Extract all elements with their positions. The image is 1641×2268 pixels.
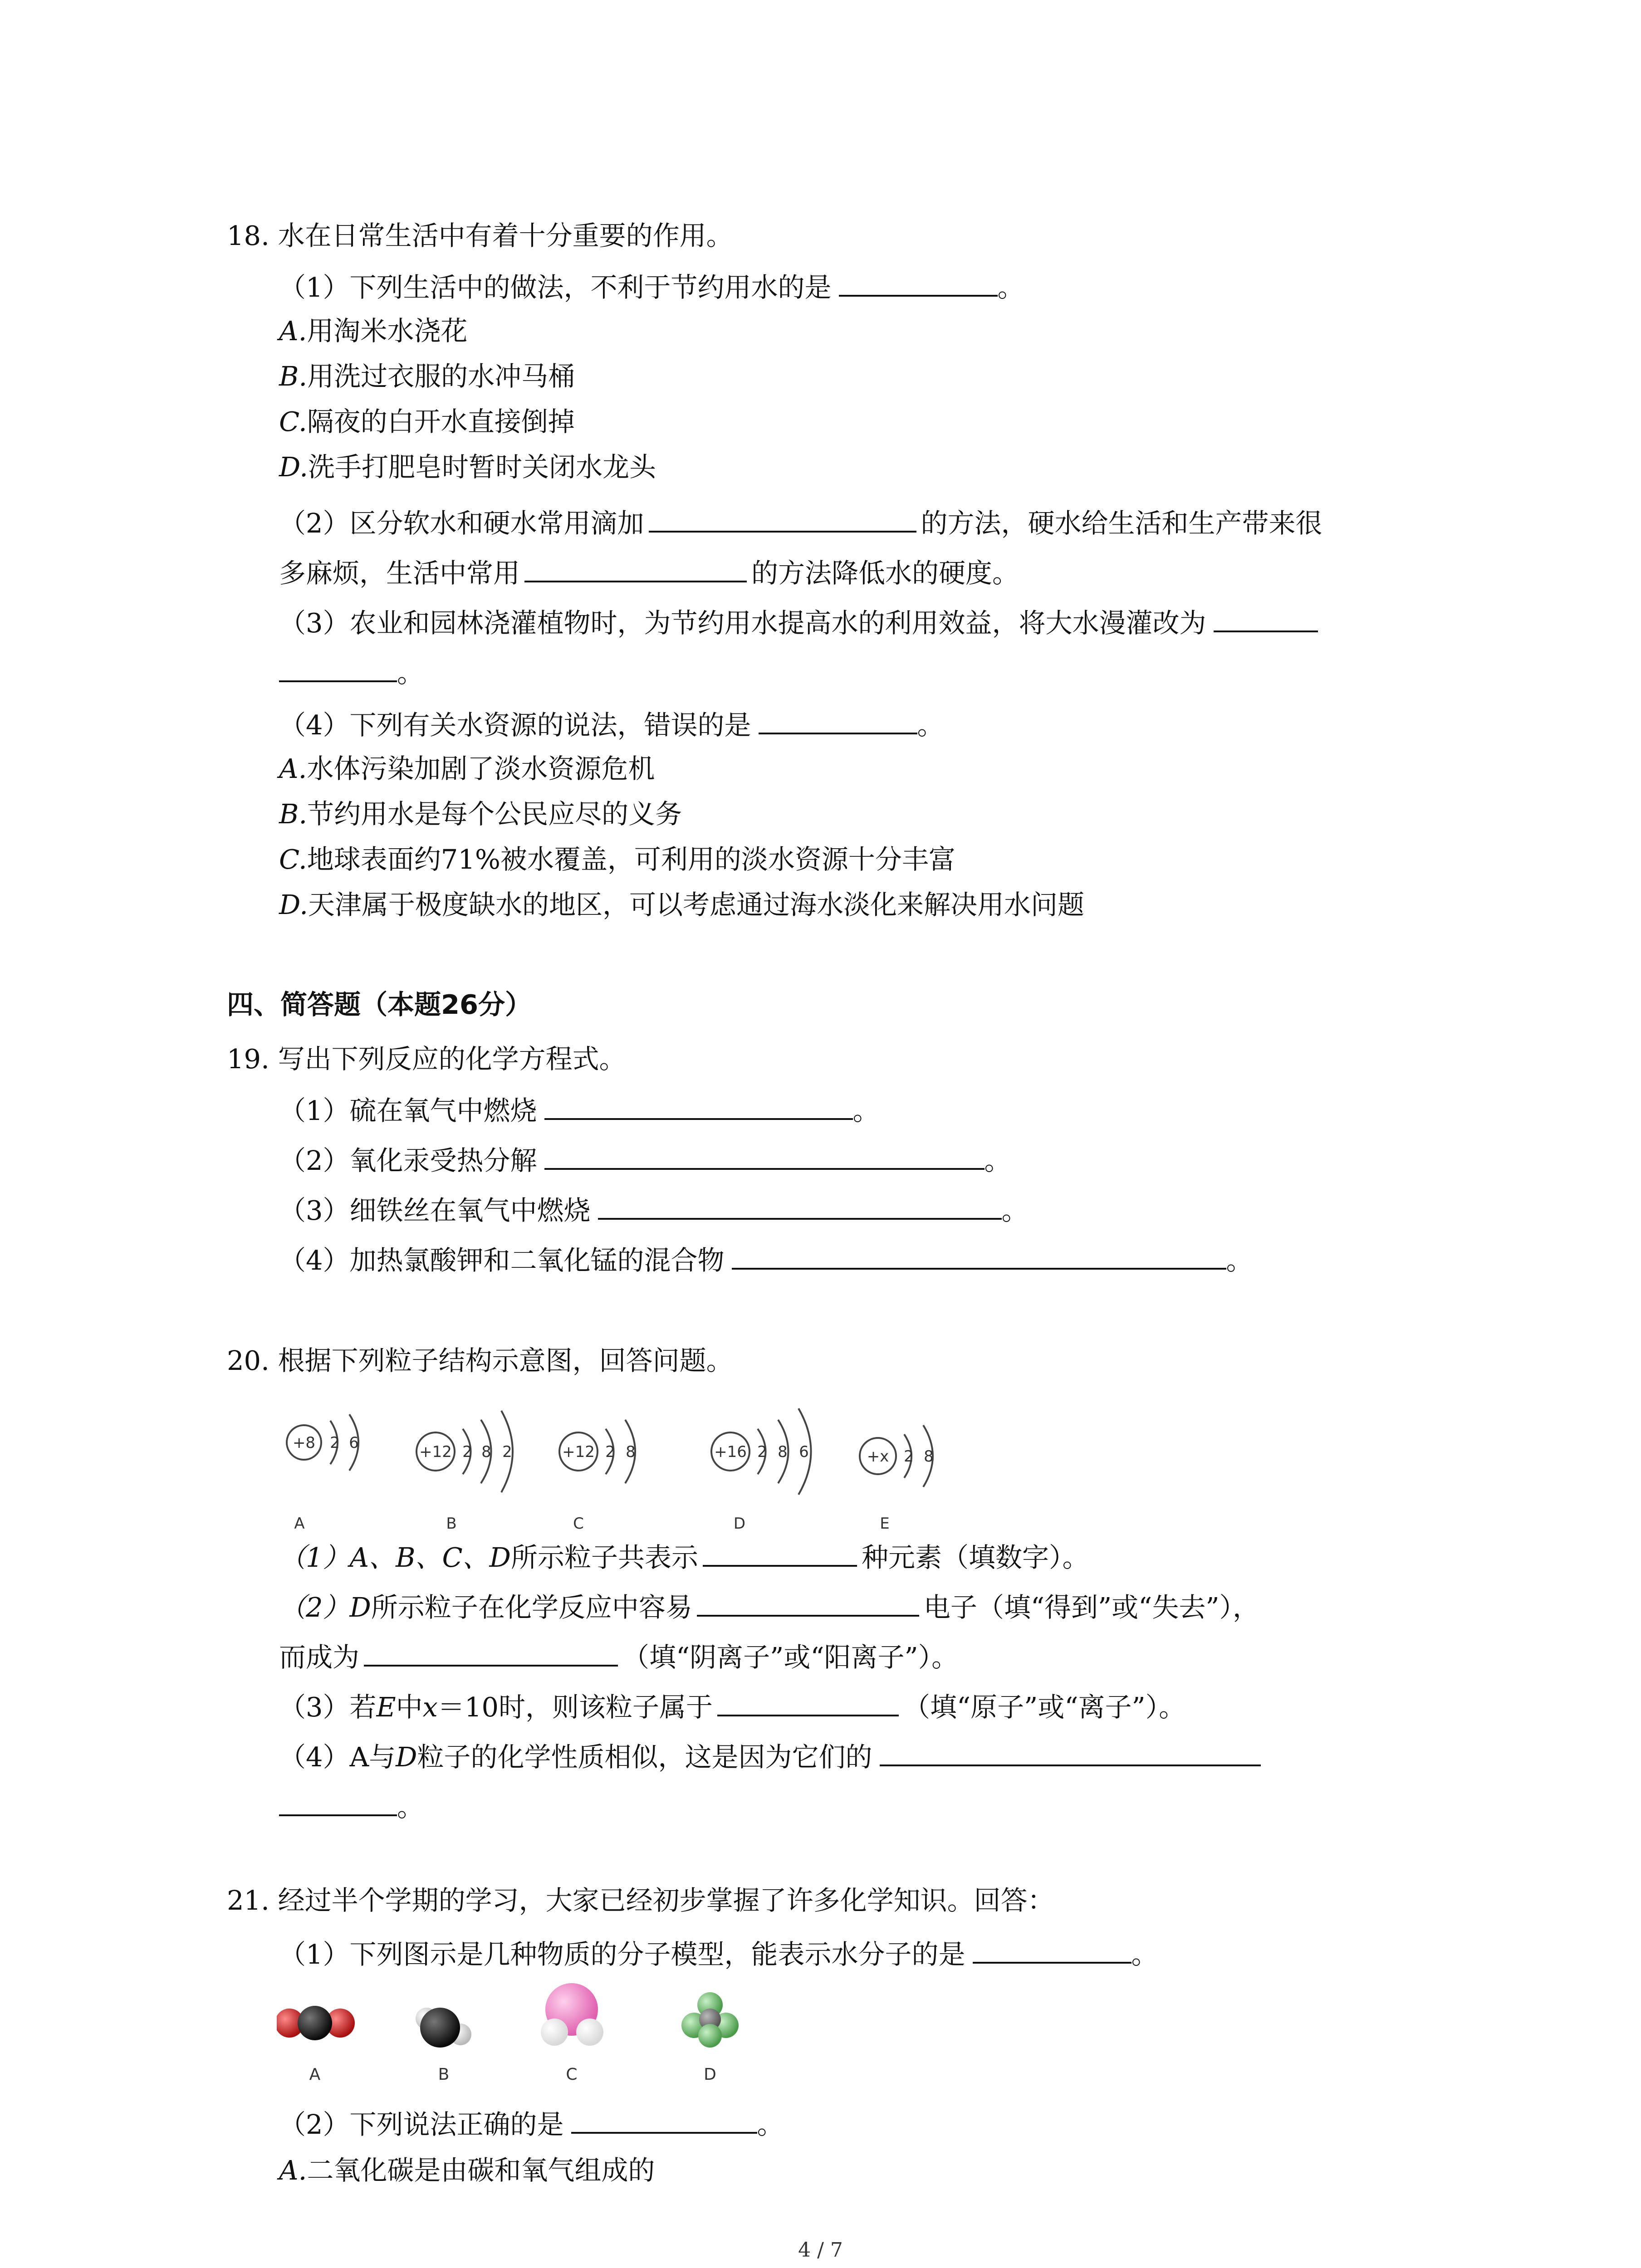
answer-blank[interactable] (598, 1191, 1002, 1220)
q18-option-a: A.用淘米水浇花 (279, 315, 468, 347)
answer-blank[interactable] (524, 553, 747, 582)
q18-p4-option-a: A.水体污染加剧了淡水资源危机 (279, 753, 655, 784)
q18-p4-option-d: D.天津属于极度缺水的地区，可以考虑通过海水淡化来解决用水问题 (279, 889, 1084, 920)
diagram-label: A (294, 1515, 305, 1533)
nucleus-label: +12 (419, 1443, 452, 1461)
q18-p2-line2: 多麻烦，生活中常用 的方法降低水的硬度。 (279, 553, 1019, 591)
answer-blank[interactable] (759, 705, 917, 734)
q18-p1-text: （1）下列生活中的做法，不利于节约用水的是 (279, 272, 832, 303)
answer-blank[interactable] (732, 1241, 1226, 1270)
q18-option-c: C.隔夜的白开水直接倒掉 (279, 406, 575, 437)
nucleus-label: +16 (714, 1443, 747, 1461)
q18-p2-line1: （2）区分软水和硬水常用滴加 的方法，硬水给生活和生产带来很 (279, 503, 1323, 542)
q18-p4-option-c: C.地球表面约71%被水覆盖，可利用的淡水资源十分丰富 (279, 844, 955, 875)
answer-blank[interactable] (697, 1588, 919, 1617)
model-label: D (704, 2065, 716, 2084)
q21-p2: （2）下列说法正确的是 。 (279, 2105, 784, 2143)
shell-count: 2 (462, 1443, 472, 1461)
q19-item-4: （4）加热氯酸钾和二氧化锰的混合物 。 (279, 1241, 1253, 1279)
answer-blank[interactable] (544, 1091, 853, 1120)
model-label: C (566, 2065, 578, 2084)
q19-item-3: （3）细铁丝在氧气中燃烧 。 (279, 1191, 1029, 1229)
nucleus-label: +8 (292, 1434, 316, 1452)
q19-item-2: （2）氧化汞受热分解 。 (279, 1141, 1011, 1179)
answer-blank[interactable] (839, 268, 998, 297)
q21-stem: 21. 经过半个学期的学习，大家已经初步掌握了许多化学知识。回答： (227, 1885, 1054, 1916)
q20-p4-line2: 。 (279, 1787, 424, 1825)
section-heading: 四、简答题（本题26分） (227, 989, 532, 1020)
diagram-label: D (733, 1515, 746, 1533)
nucleus-label: +x (867, 1447, 889, 1466)
answer-blank[interactable] (717, 1687, 899, 1716)
atomic-structure-svg (277, 1393, 1003, 1538)
answer-blank[interactable] (973, 1935, 1132, 1964)
molecule-b (416, 2008, 471, 2048)
answer-blank[interactable] (544, 1141, 985, 1170)
q19-item-1: （1）硫在氧气中燃烧 。 (279, 1091, 880, 1129)
q18-p4: （4）下列有关水资源的说法，错误的是 。 (279, 705, 944, 743)
q18-p4-option-b: B.节约用水是每个公民应尽的义务 (279, 798, 682, 830)
answer-blank[interactable] (279, 653, 397, 682)
molecule-a (277, 2006, 355, 2040)
model-label: B (438, 2065, 450, 2084)
molecule-d (681, 1992, 739, 2048)
answer-blank[interactable] (364, 1637, 618, 1667)
q20-p2-line2: 而成为 （填“阴离子”或“阳离子”）。 (279, 1637, 958, 1676)
molecule-models (277, 1982, 803, 2091)
diagram-label: B (446, 1515, 457, 1533)
shell-count: 2 (502, 1443, 512, 1461)
diagram-label: E (880, 1515, 890, 1533)
q21-p2-option-a: A.二氧化碳是由碳和氧气组成的 (279, 2155, 655, 2186)
q21-p1: （1）下列图示是几种物质的分子模型，能表示水分子的是 。 (279, 1935, 1158, 1973)
nucleus-label: +12 (562, 1443, 595, 1461)
shell-count: 2 (605, 1443, 615, 1461)
q18-option-b: B.用洗过衣服的水冲马桶 (279, 361, 575, 392)
answer-blank[interactable] (703, 1538, 857, 1567)
q18-p3-line1: （3）农业和园林浇灌植物时，为节约用水提高水的利用效益，将大水漫灌改为 (279, 603, 1318, 641)
molecule-models-svg (277, 1982, 803, 2091)
shell-count: 8 (626, 1443, 636, 1461)
molecule-c (541, 1983, 603, 2046)
q18-option-d: D.洗手打肥皂时暂时关闭水龙头 (279, 451, 656, 483)
page-number: 4 / 7 (798, 2239, 843, 2262)
q20-p3: （3）若E中x＝10时，则该粒子属于 （填“原子”或“离子”）。 (279, 1687, 1185, 1725)
q20-p1: （1）A、B、C、D所示粒子共表示 种元素（填数字）。 (279, 1538, 1089, 1576)
shell-count: 6 (349, 1434, 359, 1452)
q20-p2-line1: （2）D所示粒子在化学反应中容易 电子（填“得到”或“失去”）， (279, 1588, 1259, 1626)
q20-stem: 20. 根据下列粒子结构示意图，回答问题。 (227, 1345, 733, 1376)
shell-count: 6 (799, 1443, 809, 1461)
shell-count: 2 (330, 1434, 340, 1452)
answer-blank[interactable] (571, 2105, 757, 2134)
shell-count: 2 (904, 1447, 914, 1466)
shell-count: 8 (481, 1443, 491, 1461)
model-label: A (309, 2065, 321, 2084)
q18-p3-line2: 。 (279, 653, 424, 691)
shell-count: 8 (778, 1443, 788, 1461)
diagram-label: C (573, 1515, 584, 1533)
answer-blank[interactable] (1214, 603, 1318, 632)
answer-blank[interactable] (649, 503, 916, 533)
shell-count: 8 (924, 1447, 934, 1466)
answer-blank[interactable] (880, 1737, 1261, 1766)
shell-count: 2 (757, 1443, 767, 1461)
q19-stem: 19. 写出下列反应的化学方程式。 (227, 1043, 626, 1075)
q18-p1: （1）下列生活中的做法，不利于节约用水的是 。 (279, 268, 1024, 306)
answer-blank[interactable] (279, 1787, 397, 1816)
q18-stem: 18. 水在日常生活中有着十分重要的作用。 (227, 220, 733, 251)
q20-p4-line1: （4）A与D粒子的化学性质相似，这是因为它们的 (279, 1737, 1261, 1775)
atomic-structure-diagrams (277, 1393, 1003, 1538)
